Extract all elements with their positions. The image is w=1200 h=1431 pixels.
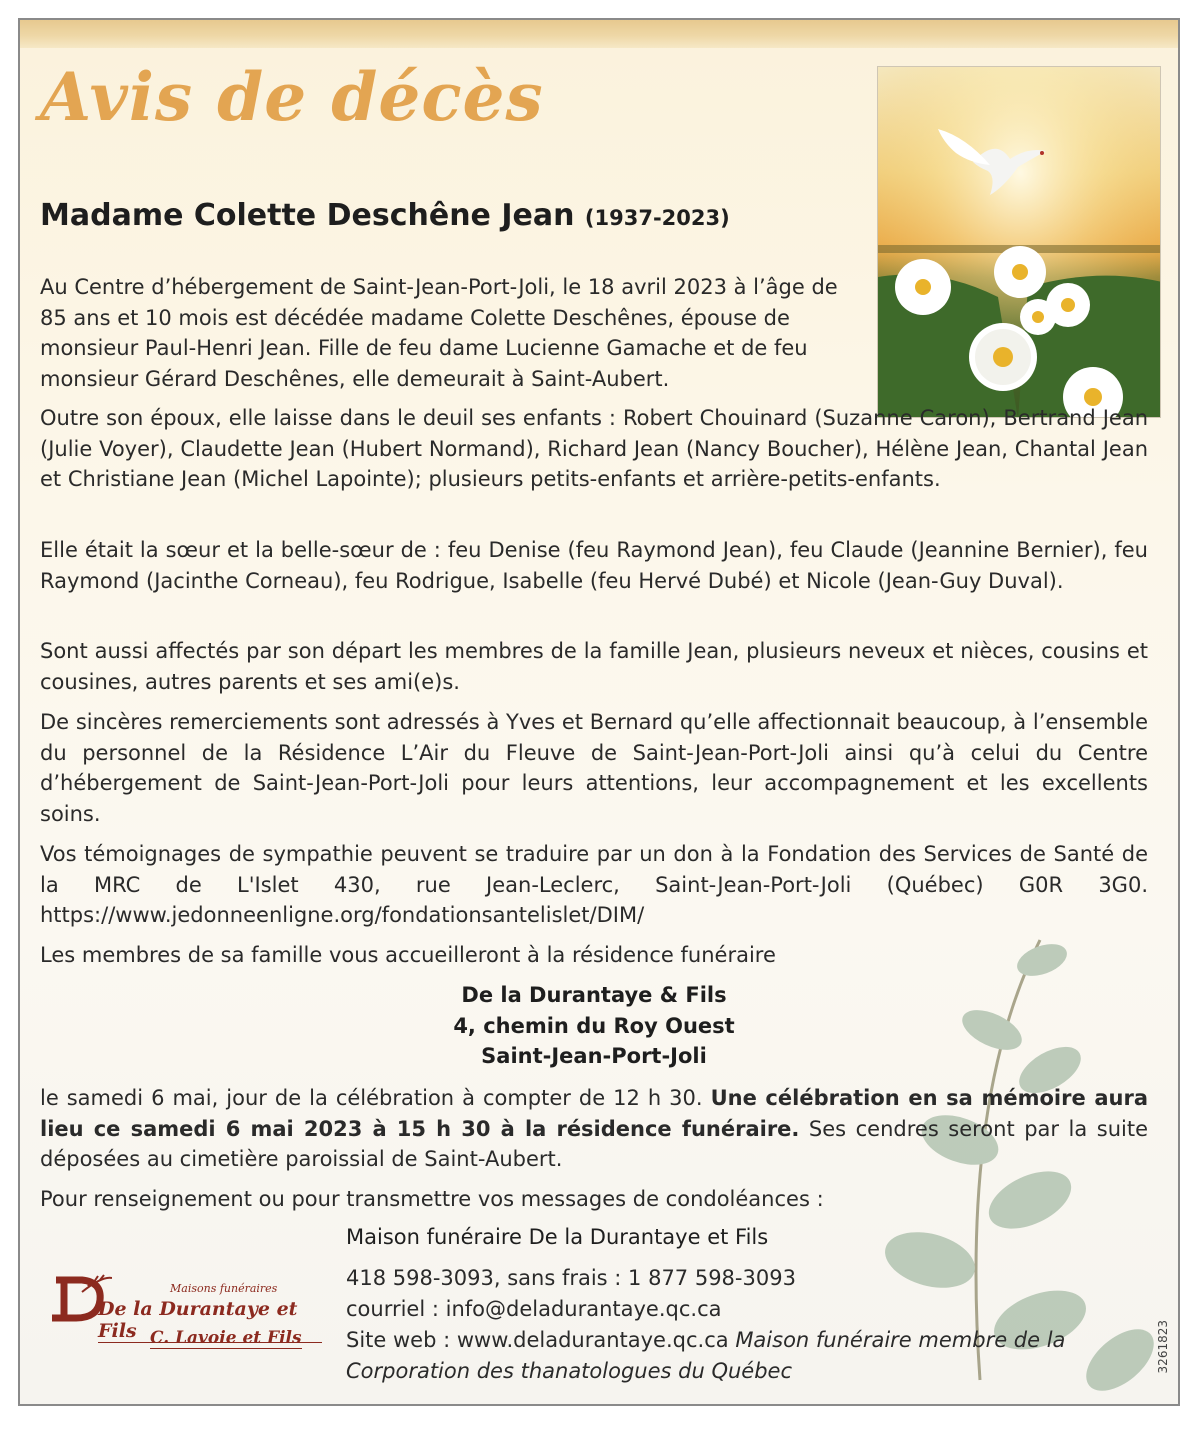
contact-web: [346, 1325, 1136, 1387]
top-banner: [20, 20, 1178, 48]
ceremony-bold: Une célébration en sa mémoire aura lieu ce samedi 6 mai 2023 à 15 h 30 à la résidence funéraire.: [40, 1086, 1148, 1141]
paragraph-reception: Les membres de sa famille vous accueilleront à la résidence funéraire: [40, 943, 776, 967]
venue-address: 4, chemin du Roy Ouest: [453, 1013, 735, 1038]
dove-daisies-photo: [877, 66, 1161, 418]
paragraph-donations: Vos témoignages de sympathie peuvent se traduire par un don à la Fondation des Services de Santé de la MRC de L'Islet 430, rue Jean-Leclerc, Saint-Jean-Port-Joli (Québec) G0R 3G0. https://www.jedonneenligne.org/fondationsantelislet/DIM/: [40, 842, 1148, 927]
contact-member: Maison funéraire membre de la Corporation des thanatologues du Québec: [346, 1328, 1066, 1383]
ceremony-intro: le samedi 6 mai, jour de la célébration à compter de 12 h 30.: [40, 1086, 711, 1110]
contact-phone: 418 598-3093, sans frais : 1 877 598-3093: [346, 1266, 796, 1290]
obituary-notice: [18, 18, 1180, 1406]
logo-line-3: C. Lavoie et Fils: [150, 1328, 302, 1348]
funeral-home-logo: [42, 1262, 322, 1354]
deceased-name: [40, 198, 730, 233]
venue-name: De la Durantaye & Fils: [461, 983, 727, 1007]
deceased-years: (1937-2023): [584, 206, 730, 230]
paragraph-ceremony: [40, 1083, 1148, 1175]
contact-web-url: Site web : www.deladurantaye.qc.ca: [346, 1328, 729, 1352]
reference-number: 3261823: [1156, 1320, 1170, 1374]
notice-heading: Avis de décès: [40, 58, 544, 136]
logo-line-2: De la Durantaye et Fils: [98, 1298, 322, 1343]
venue-city: Saint-Jean-Port-Joli: [481, 1044, 707, 1068]
paragraph-death: Au Centre d’hébergement de Saint-Jean-Port-Joli, le 18 avril 2023 à l’âge de 85 ans et 10 mois est décédée madame Colette Deschênes, épouse de monsieur Paul-Henri Jean. Fille de feu dame Lucienne Gamache et de feu monsieur Gérard Deschênes, elle demeurait à Saint-Aubert.: [40, 275, 838, 391]
paragraph-siblings: Elle était la sœur et la belle-sœur de : feu Denise (feu Raymond Jean), feu Claude (Jeannine Bernier), feu Raymond (Jacinthe Corneau), feu Rodrigue, Isabelle (feu Hervé Dubé) et Nicole (Jean-Guy Duval).: [40, 538, 1148, 593]
info-line: Pour renseignement ou pour transmettre vos messages de condoléances :: [40, 1187, 824, 1211]
ceremony-rest: Ses cendres seront par la suite déposées au cimetière paroissial de Saint-Aubert.: [40, 1116, 1148, 1171]
deceased-full-name: Madame Colette Deschêne Jean: [40, 198, 575, 233]
contact-home-name: Maison funéraire De la Durantaye et Fils: [346, 1225, 769, 1249]
venue-block: [40, 980, 1148, 1072]
contact-email: courriel : info@deladurantaye.qc.ca: [346, 1297, 722, 1321]
logo-line-1: Maisons funéraires: [170, 1282, 278, 1295]
paragraph-affected: Sont aussi affectés par son départ les membres de la famille Jean, plusieurs neveux et nièces, cousins et cousines, autres parents et ses ami(e)s.: [40, 639, 1148, 694]
paragraph-survivors: Outre son époux, elle laisse dans le deuil ses enfants : Robert Chouinard (Suzanne Caron), Bertrand Jean (Julie Voyer), Claudette Jean (Hubert Normand), Richard Jean (Nancy Boucher), Hélène Jean, Chantal Jean et Christiane Jean (Michel Lapointe); plusieurs petits-enfants et arrière-petits-enfants.: [40, 406, 1148, 491]
contact-block: [346, 1222, 1136, 1387]
paragraph-thanks: De sincères remerciements sont adressés à Yves et Bernard qu’elle affectionnait beaucoup, à l’ensemble du personnel de la Résidence L’Air du Fleuve de Saint-Jean-Port-Joli ainsi qu’à celui du Centre d’hébergement de Saint-Jean-Port-Joli pour leurs attentions, leur accompagnement et les excellents soins.: [40, 710, 1148, 826]
